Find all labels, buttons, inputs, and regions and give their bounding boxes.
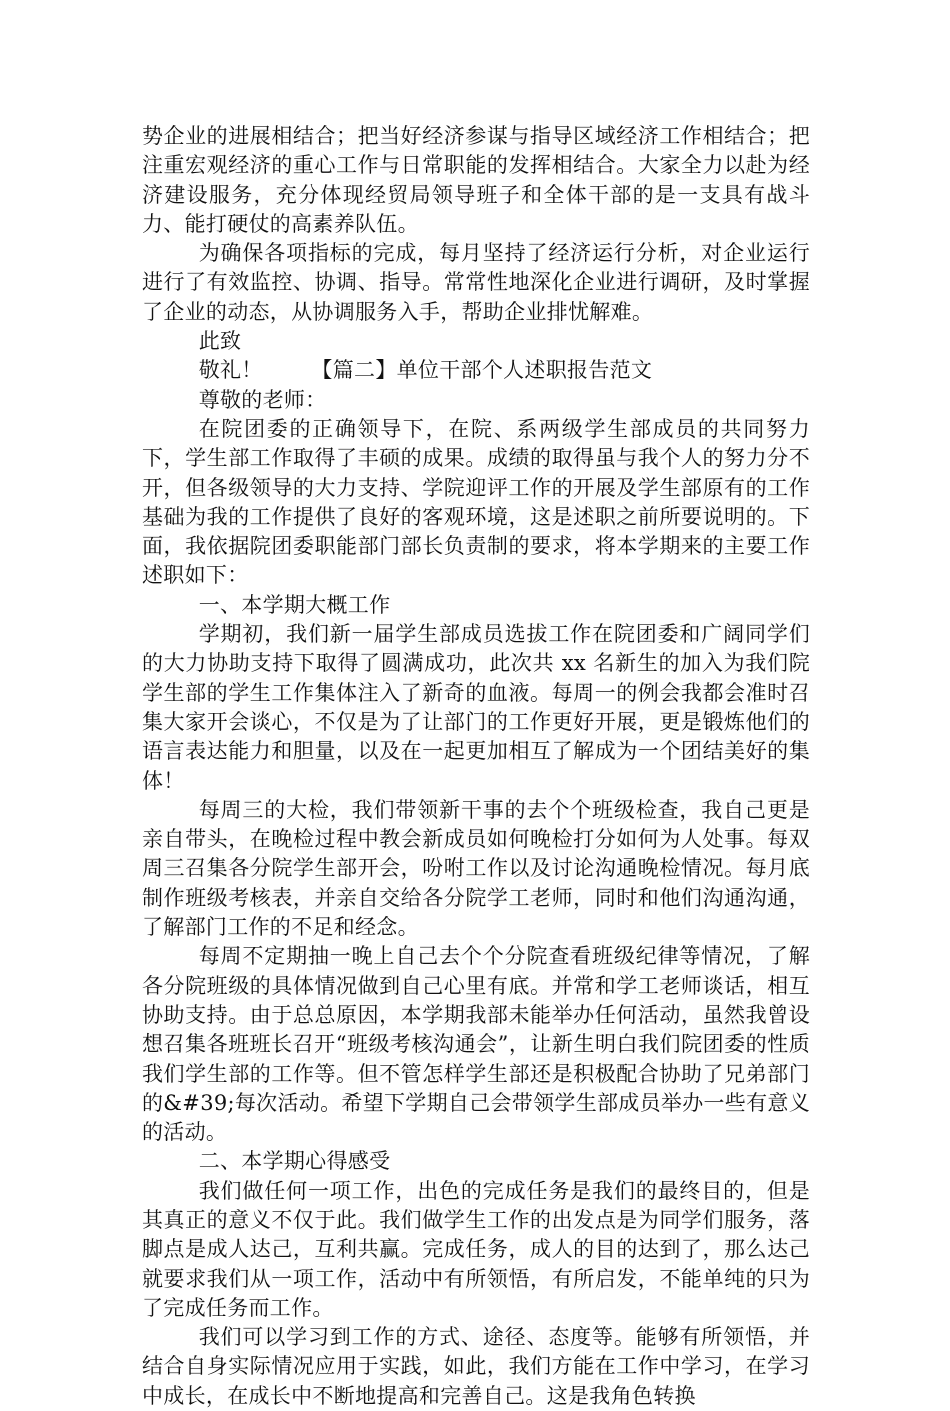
paragraph: 每周不定期抽一晚上自己去个个分院查看班级纪律等情况，了解各分院班级的具体情况做到自己心里有底。并常和学工老师谈话，相互协助支持。由于总总原因，本学期我部未能举办任何活动，虽然我曾设想召集各班班长召开“班级考核沟通会”，让新生明白我们院团委的性质我们学生部的工作等。但不管怎样学生部还是积极配合协助了兄弟部门的&#39;每次活动。希望下学期自己会带领学生部成员举办一些有意义的活动。 <box>142 944 810 1145</box>
paragraph: 每周三的大检，我们带领新干事的去个个班级检查，我自己更是亲自带头，在晚检过程中教会新成员如何晚检打分如何为人处事。每双周三召集各分院学生部开会，吩咐工作以及讨论沟通晚检情况。每月底制作班级考核表，并亲自交给各分院学工老师，同时和他们沟通沟通，了解部门工作的不足和经念。 <box>142 797 810 940</box>
paragraph: 为确保各项指标的完成，每月坚持了经济运行分析，对企业运行进行了有效监控、协调、指导。常常性地深化企业进行调研，及时掌握了企业的动态，从协调服务入手，帮助企业排忧解难。 <box>142 241 810 324</box>
closing-phrase: 此致 <box>198 329 242 354</box>
paragraph: 我们可以学习到工作的方式、途径、态度等。能够有所领悟，并结合自身实际情况应用于实践，如此，我们方能在工作中学习，在学习中成长，在成长中不断地提高和完善自己。这是我角色转换 <box>142 1325 810 1408</box>
greeting: 尊敬的老师： <box>198 387 327 412</box>
paragraph: 在院团委的正确领导下，在院、系两级学生部成员的共同努力下，学生部工作取得了丰硕的成果。成绩的取得虽与我个人的努力分不开，但各级领导的大力支持、学院迎评工作的开展及学生部原有的工作基础为我的工作提供了良好的客观环境，这是述职之前所要说明的。下面，我依据院团委职能部门部长负责制的要求，将本学期来的主要工作述职如下： <box>142 416 810 588</box>
paragraph: 势企业的进展相结合；把当好经济参谋与指导区域经济工作相结合；把注重宏观经济的重心工作与日常职能的发挥相结合。大家全力以赴为经济建设服务，充分体现经贸局领导班子和全体干部的是一支具有战斗力、能打硬仗的高素养队伍。 <box>142 124 810 236</box>
document-body <box>142 122 810 1411</box>
paragraph: 我们做任何一项工作，出色的完成任务是我们的最终目的，但是其真正的意义不仅于此。我们做学生工作的出发点是为同学们服务，落脚点是成人达己，互利共赢。完成任务，成人的目的达到了，那么达己就要求我们从一项工作，活动中有所领悟，有所启发，不能单纯的只为了完成任务而工作。 <box>142 1178 810 1320</box>
section-heading: 一、本学期大概工作 <box>198 592 391 617</box>
paragraph: 学期初，我们新一届学生部成员选拔工作在院团委和广阔同学们的大力协助支持下取得了圆满成功，此次共 xx 名新生的加入为我们院学生部的学生工作集体注入了新奇的血液。每周一的例会我都会准时召集大家开会谈心，不仅是为了让部门的工作更好开展，更是锻炼他们的语言表达能力和胆量，以及在一起更加相互了解成为一个团结美好的集体！ <box>142 622 810 793</box>
section-heading: 二、本学期心得感受 <box>198 1149 391 1174</box>
salutation-and-section-title: 敬礼！ 【篇二】单位干部个人述职报告范文 <box>198 358 653 383</box>
